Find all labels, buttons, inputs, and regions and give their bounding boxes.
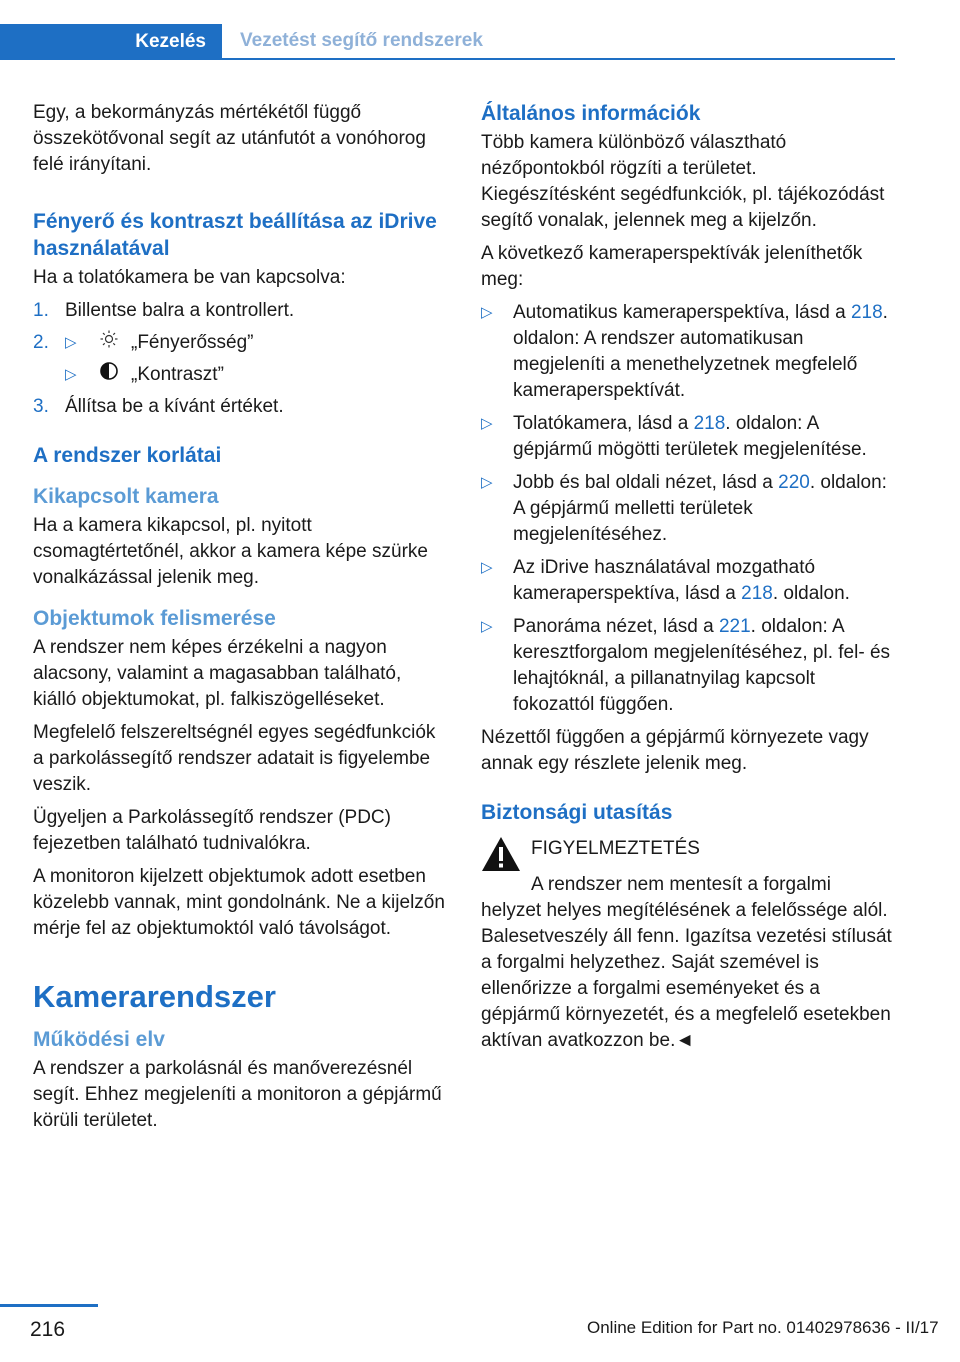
principle-text: A rendszer a parkolásnál és manőverezésnél segít. Ehhez megjeleníti a monitoron a gépjármű körüli területet. [33, 1058, 442, 1131]
general-heading: Általános információk [481, 102, 701, 125]
after-bullets-text: Nézettől függően a gépjármű környezete vagy annak egy részlete jelenik meg. [481, 727, 869, 774]
page-link[interactable]: 218 [693, 413, 726, 434]
warning-title: FIGYELMEZTETÉS [531, 838, 700, 859]
triangle-right-icon: ▷ [481, 559, 493, 576]
triangle-right-icon: ▷ [481, 304, 493, 321]
objects-p1: A rendszer nem képes érzékelni a nagyon alacsony, valamint a magasabban található, kiálló objektumokat, pl. falkiszögelléseket. [33, 637, 402, 710]
objects-p3: Ügyeljen a Parkolássegítő rendszer (PDC) fejezetben található tudnivalókra. [33, 807, 391, 854]
step-number: 1. [33, 300, 49, 321]
left-column [33, 100, 447, 1141]
step-text: „Kontraszt” [131, 364, 224, 385]
triangle-right-icon: ▷ [65, 366, 77, 383]
sun-icon [93, 330, 125, 356]
triangle-right-icon: ▷ [481, 415, 493, 432]
footer-divider [0, 1304, 98, 1307]
contrast-icon [93, 362, 125, 388]
list-item-text: Az iDrive használatával mozgatható kameraperspektíva, lásd a 218. oldalon. [513, 557, 850, 604]
list-item [481, 300, 895, 404]
list-item-text: Automatikus kameraperspektíva, lásd a 218. oldalon: A rendszer automatikusan megjeleníti a menethelyzetnek megfelelő kameraperspektívát. [513, 302, 888, 401]
objects-p2: Megfelelő felszereltségnél egyes segédfunkciók a parkolássegítő rendszer adatait is figyelembe veszik. [33, 722, 436, 795]
step-number: 3. [33, 396, 49, 417]
edition-footer: Online Edition for Part no. 01402978636 - II/17 [587, 1318, 939, 1337]
page-link[interactable]: 220 [778, 472, 810, 493]
step-number: 2. [33, 332, 49, 353]
principle-heading: Működési elv [33, 1028, 165, 1051]
objects-p4: A monitoron kijelzett objektumok adott esetben közelebb vannak, mint gondolnánk. Ne a kijelzőn mérje fel az objektumoktól való távolságot. [33, 866, 445, 939]
brightness-heading: Fényerő és kontraszt beállítása az iDrive használatával [33, 210, 437, 260]
step-text: Billentse balra a kontrollert. [65, 300, 295, 321]
step-1 [33, 298, 447, 330]
list-item-text: Jobb és bal oldali nézet, lásd a 220. oldalon: A gépjármű melletti területek megjelenítéséhez. [513, 472, 887, 545]
steps-list [33, 298, 447, 426]
general-p2: A következő kameraperspektívák jeleníthetők meg: [481, 243, 863, 290]
page-link[interactable]: 221 [718, 616, 751, 637]
warning-triangle-icon [481, 836, 531, 880]
list-item [481, 411, 895, 463]
safety-heading: Biztonsági utasítás [481, 801, 673, 824]
intro-paragraph: Egy, a bekormányzás mértékétől függő összekötővonal segít az utánfutót a vonóhorog felé irányítani. [33, 102, 426, 175]
list-item [481, 614, 895, 718]
brightness-intro: Ha a tolatókamera be van kapcsolva: [33, 267, 346, 288]
camera-off-heading: Kikapcsolt kamera [33, 485, 219, 508]
triangle-right-icon: ▷ [481, 474, 493, 491]
warning-text: A rendszer nem mentesít a forgalmi helyzet helyes megítélésének a felelőssége alól. Balesetveszély áll fenn. Igazítsa vezetési stílusát a forgalmi helyzethez. Saját szemével is ellenőrizze a forgalmi eseményeket és a gépjármű környezetét, és a megfelelő esetekben aktívan avatkozzon be.◄ [481, 874, 892, 1051]
tab-kezeles[interactable]: Kezelés [0, 24, 222, 60]
page-link[interactable]: 218 [741, 583, 773, 604]
step-2b [33, 362, 447, 394]
step-2 [33, 330, 447, 362]
right-column [481, 100, 895, 1061]
camera-system-heading: Kamerarendszer [33, 979, 276, 1014]
step-3 [33, 394, 447, 426]
camera-off-text: Ha a kamera kikapcsol, pl. nyitott csomagtértetőnél, akkor a kamera képe szürke vonalkázással jelenik meg. [33, 515, 428, 588]
limits-heading: A rendszer korlátai [33, 444, 222, 467]
triangle-right-icon: ▷ [65, 334, 77, 351]
general-p1: Több kamera különböző választható nézőpontokból rögzíti a területet. Kiegészítésként segédfunkciók, pl. tájékozódást segítő vonalak, jelennek meg a kijelzőn. [481, 132, 885, 231]
perspective-list [481, 300, 895, 718]
list-item [481, 470, 895, 548]
list-item [481, 555, 895, 607]
step-text: „Fényerősség” [131, 332, 254, 353]
step-text: Állítsa be a kívánt értéket. [65, 396, 284, 417]
tab-vezetest-segito[interactable]: Vezetést segítő rendszerek [222, 24, 895, 60]
objects-heading: Objektumok felismerése [33, 607, 276, 630]
list-item-text: Tolatókamera, lásd a 218. oldalon: A gépjármű mögötti területek megjelenítése. [513, 413, 867, 460]
page-number: 216 [30, 1318, 66, 1341]
header-bar [0, 24, 895, 62]
page-link[interactable]: 218 [850, 302, 883, 323]
list-item-text: Panoráma nézet, lásd a 221. oldalon: A keresztforgalom megjelenítéséhez, pl. fel- és lehajtóknál, a pillanatnyilag kapcsolt fokozattól függően. [513, 616, 891, 715]
warning-block [481, 836, 895, 1054]
triangle-right-icon: ▷ [481, 618, 493, 635]
